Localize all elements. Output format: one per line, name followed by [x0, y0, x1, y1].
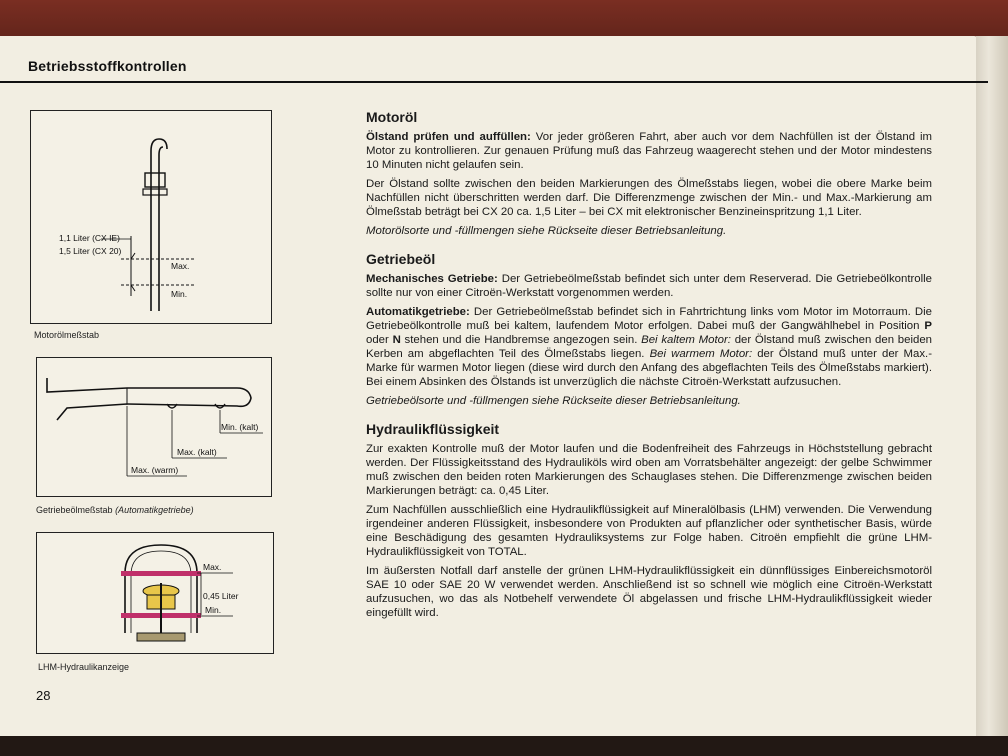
section-motoroel — [366, 110, 932, 238]
getriebeoel-p2-b: oder — [366, 334, 393, 346]
hydraulik-paragraph-2: Zum Nachfüllen ausschließlich eine Hydraulikflüssigkeit auf Mineralölbasis (LHM) verwenden. Die Verwendung irgendeiner anderen Flüssigkeit, insbesondere von Produkten auf pflanzlicher oder synthetischer Basis, würde eine Beschädigung des gesamten Hydrauliksystems zur Folge haben. Citroën empfiehlt die grüne LHM-Hydraulikflüssigkeit von TOTAL. — [366, 504, 932, 558]
getriebeoel-p2-warm: Bei warmem Motor: — [649, 348, 753, 360]
label-min: Min. — [171, 289, 188, 299]
figure-gearbox-dipstick — [36, 357, 272, 497]
max-marker — [121, 571, 201, 576]
section-getriebeoel — [366, 252, 932, 408]
gear-position-n: N — [392, 334, 401, 346]
hydraulik-paragraph-3: Im äußersten Notfall darf anstelle der grünen LHM-Hydraulikflüssigkeit ein dünnflüssiges Einbereichsmotoröl SAE 10 oder SAE 20 W verwendet werden. Anschließend ist so schnell wie möglich eine Citroën-Werkstatt aufzusuchen, wo das als Notbehelf verwendete Öl abgelassen und frische LHM-Hydraulikflüssigkeit wieder eingefüllt wird. — [366, 565, 932, 619]
gearbox-dipstick-drawing — [37, 358, 271, 496]
getriebeoel-p2-cold: Bei kaltem Motor: — [641, 334, 731, 346]
page-number: 28 — [36, 688, 51, 703]
caption-gearbox-italic: (Automatikgetriebe) — [115, 505, 194, 515]
label-max-warm: Max. (warm) — [131, 465, 179, 475]
header-rule — [0, 81, 988, 83]
getriebeoel-p2-c: stehen und die Handbremse angezogen sein. — [400, 334, 642, 346]
caption-gearbox-main: Getriebeölmeßstab — [36, 505, 113, 515]
motoroel-paragraph-1 — [366, 130, 932, 172]
gear-position-p: P — [924, 320, 932, 332]
motoroel-p1-text: Vor jeder größeren Fahrt, aber auch vor dem Nachfüllen ist der Ölstand im Motor zu kontrollieren. Zur genauen Prüfung muß das Fahrzeug waagerecht stehen und der Motor mindestens 10 Minuten nicht gelaufen sein. — [366, 131, 933, 171]
caption-lhm: LHM-Hydraulikanzeige — [38, 662, 130, 672]
label-cx-ie: 1,1 Liter (CX IE) — [59, 233, 120, 243]
page-edge — [976, 36, 1008, 736]
label-max-kalt: Max. (kalt) — [177, 447, 217, 457]
figure-engine-dipstick — [30, 110, 272, 324]
hydraulik-paragraph-1: Zur exakten Kontrolle muß der Motor laufen und die Bodenfreiheit des Fahrzeugs in Höchststellung gebracht werden. Der Flüssigkeitsstand des Hydrauliköls wird oben am Vorratsbehälter angezeigt: der gelbe Schwimmer muß zwischen den beiden roten Markierungen des Schauglases stehen. Die Differenzmenge zwischen beiden Markierungen beträgt: ca. 0,45 Liter. — [366, 443, 932, 497]
getriebeoel-p2-a: Der Getriebeölmeßstab befindet sich in Fahrtrichtung links vom Motor im Motorraum. Die Getriebeölkontrolle muß bei kaltem, laufendem Motor erfolgen. Dabei muß der Gangwählhebel in Position — [366, 306, 932, 332]
motoroel-paragraph-2: Der Ölstand sollte zwischen den beiden Markierungen des Ölmeßstabs liegen, wobei die obere Marke beim Nachfüllen nicht überschritten werden darf. Die Differenzmenge zwischen der Min.- und Max.-Markierung am Ölmeßstab beträgt bei CX 20 ca. 1,5 Liter – bei CX mit elektronischer Benzineinspritzung 1,1 Liter. — [366, 178, 932, 218]
engine-dipstick-drawing — [31, 111, 271, 323]
caption-engine-dipstick: Motorölmeßstab — [34, 330, 100, 340]
lhm-label-volume: 0,45 Liter — [203, 591, 239, 601]
getriebeoel-p1-text: Der Getriebeölmeßstab befindet sich unter dem Reserverad. Die Getriebeölkontrolle sollte nur von einer Citroën-Werkstatt vorgenommen werden. — [366, 273, 933, 299]
lhm-label-min: Min. — [205, 605, 222, 615]
section-title-hydraulik: Hydraulikflüssigkeit — [366, 421, 500, 437]
motoroel-p1-lead: Ölstand prüfen und auffüllen: — [366, 131, 531, 143]
getriebeoel-p2-e: der Ölstand muß unter der Max.-Marke für warmen Motor liegen (diese wird durch den Anfang des abgeflachten Teils des Ölmeßstabs markiert). Bei einem Absinken des Ölstands ist unverzüglich die nächste Citroën-Werkstatt aufzusuchen. — [366, 348, 933, 388]
section-hydraulik — [366, 422, 932, 620]
getriebeoel-p2-d: der Ölstand muß zwischen den beiden Kerben am abgeflachten Teil des Ölmeßstabs liegen. — [366, 334, 933, 360]
label-min-kalt: Min. (kalt) — [221, 422, 259, 432]
label-cx-20: 1,5 Liter (CX 20) — [59, 246, 122, 256]
section-title-motoroel: Motoröl — [366, 109, 418, 125]
getriebeoel-paragraph-2 — [366, 305, 932, 389]
label-max: Max. — [171, 261, 190, 271]
caption-gearbox-dipstick — [36, 505, 194, 515]
page-header-title: Betriebsstoffkontrollen — [28, 58, 187, 74]
lhm-label-max: Max. — [203, 562, 222, 572]
section-title-getriebeoel: Getriebeöl — [366, 251, 436, 267]
getriebeoel-p1-lead: Mechanisches Getriebe: — [366, 273, 498, 285]
getriebeoel-paragraph-1 — [366, 272, 932, 300]
getriebeoel-p2-lead: Automatikgetriebe: — [366, 306, 470, 318]
motoroel-paragraph-3: Motorölsorte und -füllmengen siehe Rückseite dieser Betriebsanleitung. — [366, 225, 727, 237]
getriebeoel-paragraph-3: Getriebeölsorte und -füllmengen siehe Rückseite dieser Betriebsanleitung. — [366, 395, 741, 407]
figure-lhm-indicator — [36, 532, 274, 654]
text-column — [366, 110, 932, 634]
lhm-indicator-drawing — [37, 533, 273, 653]
